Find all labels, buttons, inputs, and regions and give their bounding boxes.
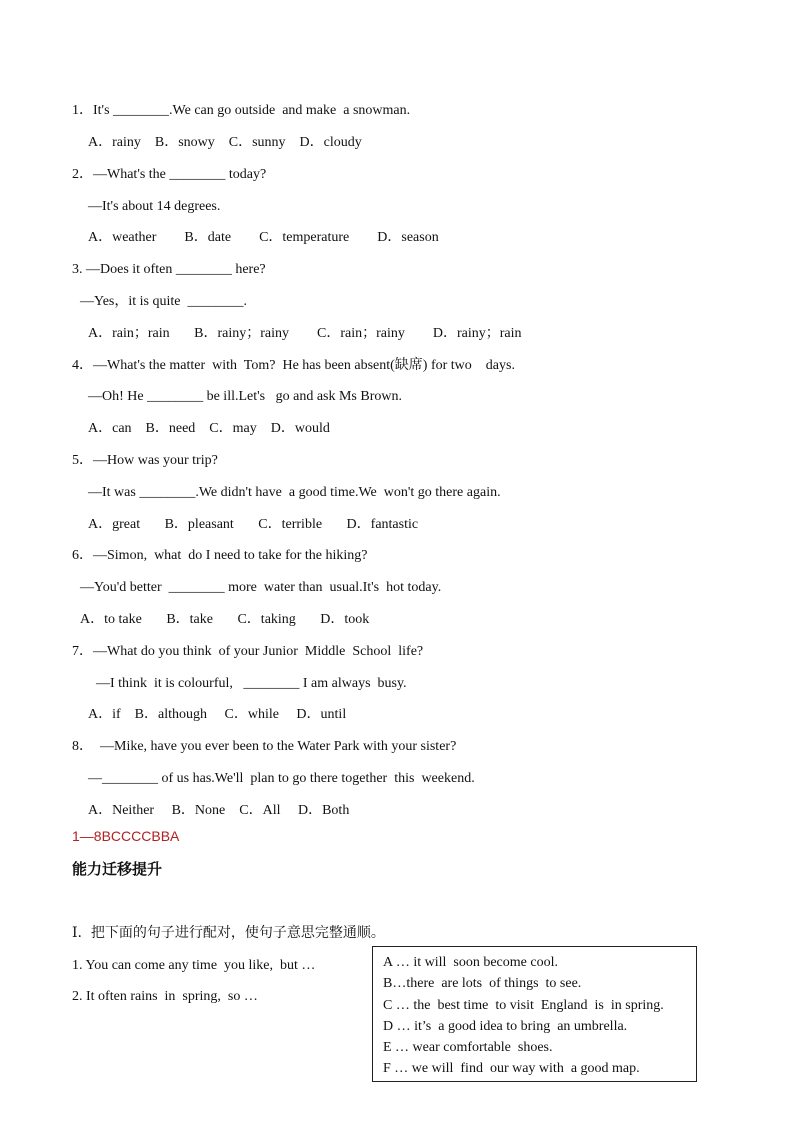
matching-option-a: A … it will soon become cool.: [383, 955, 558, 970]
section-heading: 能力迁移提升: [72, 860, 163, 878]
question-3-stem: 3. —Does it often ________ here?: [72, 262, 266, 277]
answer-key: 1—8BCCCCBBA: [72, 828, 180, 844]
question-6-reply: —You'd better ________ more water than usual.It's hot today.: [80, 580, 442, 595]
question-5-stem: 5．—How was your trip?: [72, 453, 218, 468]
question-4-reply: —Oh! He ________ be ill.Let's go and ask Ms Brown.: [88, 389, 402, 404]
question-6-stem: 6．—Simon, what do I need to take for the hiking?: [72, 548, 368, 563]
question-6-options: A．to take B．take C．taking D．took: [80, 612, 370, 627]
question-3-reply: —Yes，it is quite ________.: [80, 294, 247, 309]
question-7-stem: 7．—What do you think of your Junior Middle School life?: [72, 644, 424, 659]
matching-option-b: B…there are lots of things to see.: [383, 976, 582, 991]
question-5-options: A．great B．pleasant C．terrible D．fantastic: [88, 517, 419, 532]
matching-option-e: E … wear comfortable shoes.: [383, 1040, 553, 1055]
question-2-options: A．weather B．date C．temperature D．season: [88, 230, 439, 245]
question-7-reply: —I think it is colourful, ________ I am always busy.: [96, 676, 407, 691]
matching-instruction: I. 把下面的句子进行配对，使句子意思完整通顺。: [72, 925, 385, 941]
question-4-stem: 4．—What's the matter with Tom? He has been absent(缺席) for two days.: [72, 358, 515, 373]
matching-option-f: F … we will find our way with a good map.: [383, 1061, 640, 1076]
question-8-reply: —________ of us has.We'll plan to go there together this weekend.: [88, 771, 475, 786]
question-1-stem: 1．It's ________.We can go outside and make a snowman.: [72, 103, 411, 118]
question-4-options: A．can B．need C．may D．would: [88, 421, 330, 436]
question-1-options: A．rainy B．snowy C．sunny D．cloudy: [88, 135, 362, 150]
question-8-stem: 8． —Mike, have you ever been to the Water Park with your sister?: [72, 739, 457, 754]
question-2-stem: 2．—What's the ________ today?: [72, 167, 267, 182]
matching-left-2: 2. It often rains in spring, so …: [72, 989, 258, 1004]
matching-left-1: 1. You can come any time you like, but …: [72, 958, 316, 973]
question-2-reply: —It's about 14 degrees.: [88, 199, 221, 214]
question-7-options: A．if B．although C．while D．until: [88, 707, 347, 722]
question-5-reply: —It was ________.We didn't have a good time.We won't go there again.: [88, 485, 501, 500]
question-8-options: A．Neither B．None C．All D．Both: [88, 803, 350, 818]
matching-options-box: [372, 946, 697, 1082]
matching-option-d: D … it’s a good idea to bring an umbrella.: [383, 1019, 628, 1034]
question-3-options: A．rain；rain B．rainy；rainy C．rain；rainy D．rainy；rain: [88, 326, 522, 341]
matching-option-c: C … the best time to visit England is in spring.: [383, 998, 664, 1013]
